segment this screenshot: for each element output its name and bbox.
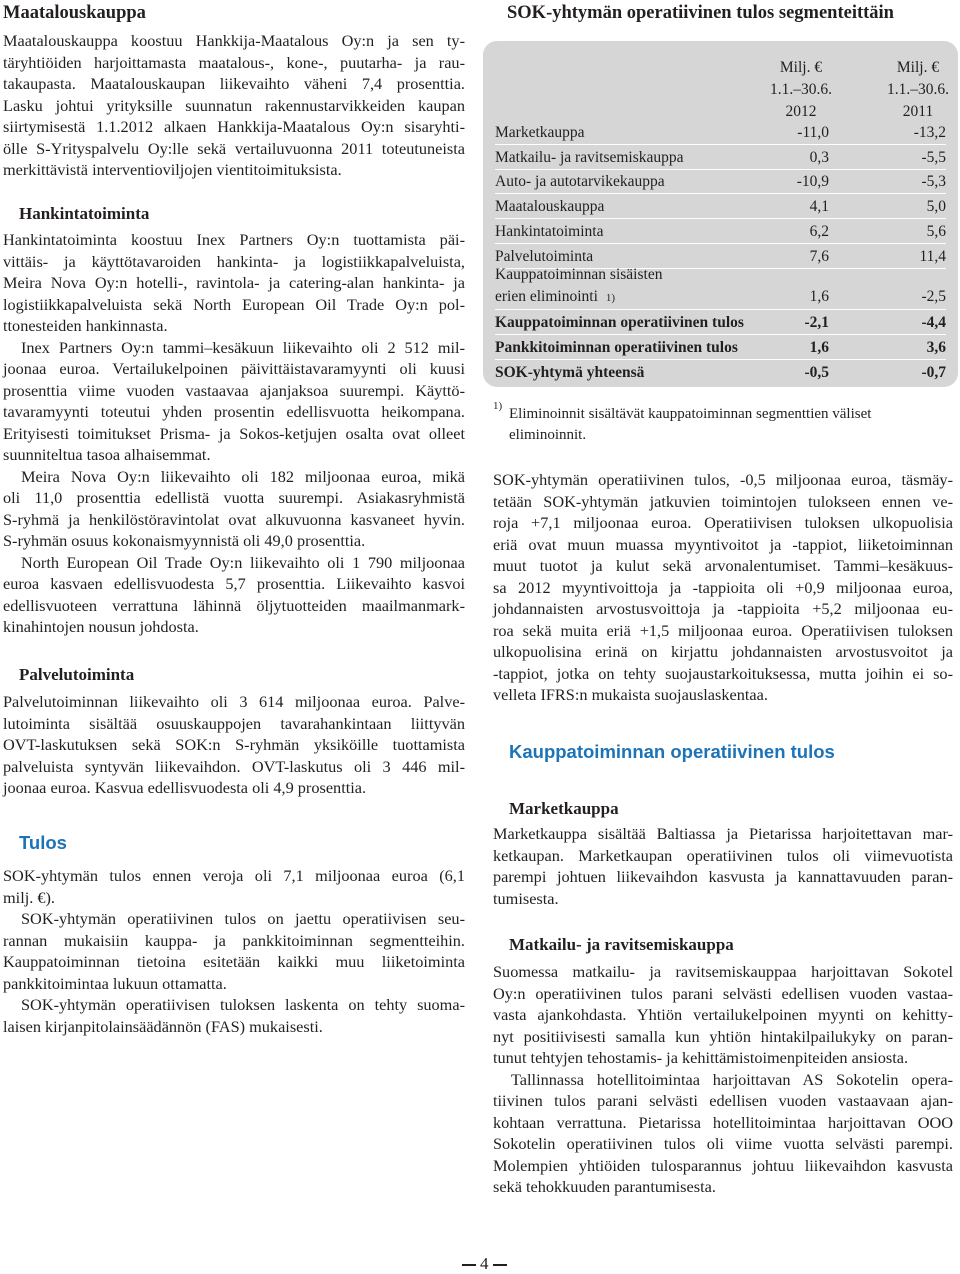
text-line: pankkitoimintaa lukuun ottamatta. [3,973,227,993]
row-label: Palvelutoiminta [495,247,594,265]
table-total-row [495,313,946,335]
text-line: ketkaupan. Marketkaupan operatiivinen tulos oli viimevuotista [493,845,953,865]
text-line: velleta IFRS:n mukaista suojauslaskentaa. [493,685,768,704]
text-line: Hankintatoiminta koostuu Inex Partners Oy:n tuottamista päi- [3,230,465,249]
paragraph [3,865,465,908]
paragraph [493,1069,953,1198]
section-title-maatalouskauppa: Maatalouskauppa [3,3,146,23]
table-header-2011: Milj. € 1.1.–30.6. 2011 [887,59,949,120]
text-line: Meira Nova Oy:n liikevaihto oli 182 miljoonaa euroa, mikä [21,466,465,486]
text-line: SOK-yhtymän operatiivinen tulos on jaettu operatiivisen seu- [21,909,465,928]
text-line: Meira Nova Oy:n hotelli-, ravintola- ja catering-alan hankinta- ja [3,273,465,292]
text-line: roa sekä muita eriä +1,5 miljoonaa euroa. Operatiivisen tuloksen [493,620,953,640]
text-line: johdannaisten arvostusvoittoja ja -tappioita +5,2 miljoonaa eu- [493,599,953,618]
text-line: OVT-laskutuksen sekä SOK:n S-ryhmän yksiköille tuottamista [3,735,465,754]
text-line: ulkopuolisina erinä on kirjattu johdannaisten arvostusvoitot ja [493,642,953,661]
section-title-palvelutoiminta: Palvelutoiminta [19,665,135,684]
row-label: erien eliminointi 1) [495,288,616,305]
paragraph [3,337,465,466]
text-line: Kauppatoiminnan tietoina esitetään kaikki muu liiketoiminta [3,952,465,971]
section-text-palvelutoiminta [3,691,465,799]
table-header-2012: Milj. € 1.1.–30.6. 2012 [770,59,832,120]
text-line: tumisesta. [493,888,559,908]
section-title-marketkauppa: Marketkauppa [509,799,619,818]
text-line: eriä ovat muun muassa myyntivoitot ja -tappiot, liiketoiminnan [493,534,953,554]
text-line: Sokotelin operatiivinen tulos oli viime vuotta selvästi parempi. [493,1134,953,1153]
text-line: tiivinen tulos parani selvästi edellisen vuoden vastaavaan ajan- [493,1091,953,1110]
paragraph [3,466,465,552]
row-label: Hankintatoiminta [495,222,604,240]
text-line: vittäis- ja käyttötavaroiden hankinta- ja logistiikkapalveluista, [3,251,465,271]
row-label: Matkailu- ja ravitsemiskauppa [495,148,684,166]
text-line: sa 2012 myyntivoittoja ja -tappioita oli +0,9 miljoonaa euroa, [493,577,953,597]
page-number: 4 [458,1254,511,1274]
row-value-2012: -11,0 [797,124,829,141]
row-value-2012: 6,2 [809,222,829,240]
text-line: Inex Partners Oy:n tammi–kesäkuun liikevaihto oli 2 512 mil- [21,337,465,357]
text-line: Oy:n operatiivinen tulos parani selvästi edellisen vuoden vastaa- [493,983,953,1003]
row-value-2011: 3,6 [926,339,946,356]
row-label: Marketkauppa [495,124,585,141]
section-text-matkailu [493,961,953,1198]
table-row-eliminations [495,265,946,310]
section-title-tulos: Tulos [19,832,67,853]
row-label: Kauppatoiminnan operatiivinen tulos [495,314,744,331]
row-label: SOK-yhtymä yhteensä [495,364,645,381]
text-line: täryhtiöiden harjoittamasta maatalous-, kone-, puutarha- ja rau- [3,52,465,72]
text-line: palveluista syntyvän liikevaihdon. OVT-laskutus oli 3 446 mil- [3,756,465,776]
table-row [495,172,946,194]
text-line: North European Oil Trade Oy:n liikevaihto oli 1 790 miljoonaa [21,552,465,572]
text-line: ölle S-Yrityspalvelu Oy:lle sekä vertailuvuonna 2011 toteutuneista [3,138,465,158]
text-line: prosenttia viime vuoden vastaavaa ajanjaksoa suurempi. Käyttö- [3,380,465,400]
row-label: Auto- ja autotarvikekauppa [495,173,665,191]
text-line: oli 11,0 prosenttia edellistä vuotta suurempi. Asiakasryhmistä [3,488,465,507]
row-value-2011: -5,3 [921,173,946,191]
row-value-2011: -13,2 [913,124,946,141]
row-value-2011: -2,5 [921,288,946,305]
row-value-2012: 4,1 [809,198,829,216]
section-text-maatalouskauppa [3,30,465,181]
row-value-2012: -10,9 [796,173,829,191]
text-line: siirtymisestä 1.1.2012 alkaen Hankkija-Maatalous Oy:n sisaryhti- [3,117,465,136]
section-text-tulos [3,865,465,1037]
text-line: nyt positiivisesti samalla kun yhtiön hintakilpailukyky on paran- [493,1026,953,1046]
row-label: Kauppatoiminnan sisäisten [495,266,663,283]
text-line: roja +7,1 miljoonaa euroa. Operatiivisen tuloksen ulkopuolisia [493,513,953,532]
table-total-row [495,363,946,384]
operating-result-reconciliation-text [493,469,953,706]
text-line: Molempien yhtiöiden tulosparannus johtuu liikevaihdon kasvusta [493,1155,953,1175]
row-label: Maatalouskauppa [495,198,605,216]
text-line: tavaramyynti toteutui yhden prosentin edellisvuotta heikompana. [3,402,465,421]
text-line: SOK-yhtymän operatiivisen tuloksen laskenta on tehty suoma- [21,995,465,1014]
text-line: edellisvuoteen verrattuna lähinnä öljytuotteiden maailmanmark- [3,595,465,615]
row-label: Pankkitoiminnan operatiivinen tulos [495,339,738,356]
section-title-kauppatoiminta: Kauppatoiminnan operatiivinen tulos [509,741,835,762]
row-value-2011: 5,0 [926,198,946,216]
text-line: kinahintojen nousun johdosta. [3,617,199,636]
row-value-2012: 7,6 [809,247,829,265]
table-row [495,123,946,145]
text-line: Erityisesti toimitukset Prisma- ja Sokos-ketjujen osalta ovat olleet [3,423,465,443]
text-line: Lasku johtui yrityksille suunnatun rakennustarvikkeiden kaupan [3,95,465,115]
text-line: SOK-yhtymän operatiivinen tulos, -0,5 miljoonaa euroa, täsmäy- [493,470,953,489]
segment-results-table [483,41,958,387]
paragraph [3,908,465,994]
text-line: merkittävistä interventioviljojen vientitoimituksista. [3,160,342,179]
text-line: sekä tehokkuuden parantumisesta. [493,1177,716,1196]
text-line: lutoiminta sisältää osuuskauppojen tavarahankintaan liittyvän [3,713,465,733]
text-line: S-ryhmän osuus kokonaismyynnistä oli 49,0 prosenttia. [3,531,366,550]
text-line: muut tuotot ja kulut sekä arvonalentumiset. Tammi–kesäkuus- [493,556,953,575]
text-line: Tallinnassa hotellitoimintaa harjoittavan AS Sokotelin opera- [511,1069,953,1089]
text-line: Suomessa matkailu- ja ravitsemiskauppaa harjoittavan Sokotel [493,962,953,981]
text-line: kohtaan verrattuna. Pietarissa hotellitoimintaa harjoittavan OOO [493,1112,953,1132]
text-line: tetään SOK-yhtymän jatkuvien toimintojen tulokseen ennen ve- [493,491,953,511]
text-line: Maatalouskauppa koostuu Hankkija-Maatalous Oy:n ja sen ty- [3,31,465,50]
row-value-2011: -4,4 [921,314,946,331]
text-line: euroa kasvaen edellisvuodesta 5,7 prosenttia. Liikevaihto kasvoi [3,574,465,593]
section-text-hankintatoiminta [3,229,465,638]
paragraph [3,552,465,638]
row-value-2012: 1,6 [809,339,829,356]
section-title-hankintatoiminta: Hankintatoiminta [19,204,150,223]
row-value-2012: -2,1 [804,314,829,331]
text-line: Marketkauppa sisältää Baltiassa ja Pietarissa harjoitettavan mar- [493,824,953,843]
table-total-row [495,338,946,360]
text-line: rannan mukaisiin kauppa- ja pankkitoiminnan segmentteihin. [3,930,465,950]
text-line: -tappiot, jotka on tehty suojaustarkoituksessa, mutta joihin ei so- [493,663,953,683]
section-text-marketkauppa [493,823,953,909]
text-line: Palvelutoiminnan liikevaihto oli 3 614 miljoonaa euroa. Palve- [3,692,465,711]
row-value-2012: -0,5 [804,364,829,381]
paragraph [3,994,465,1037]
row-value-2011: -0,7 [921,364,946,381]
text-line: joonaa euroa. Vertailukelpoinen päivittäistavaramyynti oli kuusi [3,359,465,378]
table-title: SOK-yhtymän operatiivinen tulos segmenteittäin [507,3,894,23]
paragraph [3,229,465,337]
row-value-2011: 11,4 [919,247,946,265]
text-line: logistiikkapalveluista sekä North European Oil Trade Oy:n pol- [3,294,465,314]
text-line: laisen kirjanpitolainsäädännön (FAS) mukaisesti. [3,1016,323,1036]
text-line: vasta ajankohdasta. Yhtiön vertailukelpoinen myynti on kehitty- [493,1005,953,1024]
text-line: milj. €). [3,887,56,907]
text-line: joonaa euroa. Kasvua edellisvuodesta oli 4,9 prosenttia. [3,778,367,797]
text-line: takaupasta. Maatalouskaupan liikevaihto väheni 7,4 prosenttia. [3,74,465,93]
table-row [495,222,946,244]
text-line: suunniteltua tasoa alhaisemmat. [3,445,211,464]
section-title-matkailu: Matkailu- ja ravitsemiskauppa [509,935,734,954]
table-row [495,148,946,170]
text-line: S-ryhmä ja henkilöstöravintolat ovat alkuvuonna kasvaneet hyvin. [3,509,465,529]
table-row [495,197,946,219]
row-value-2012: 1,6 [809,288,829,305]
text-line: parempi johtuen liikevaihdon kasvusta ja kannattavuuden paran- [493,867,953,886]
row-value-2011: 5,6 [926,222,946,240]
text-line: ttonesteiden hankinnasta. [3,316,168,335]
text-line: tunut tehtyjen tehostamis- ja kehittämistoimenpiteiden ansiosta. [493,1048,909,1067]
text-line: SOK-yhtymän tulos ennen veroja oli 7,1 miljoonaa euroa (6,1 [3,866,465,885]
row-value-2011: -5,5 [921,148,946,166]
row-value-2012: 0,3 [809,148,829,166]
paragraph [493,961,953,1069]
